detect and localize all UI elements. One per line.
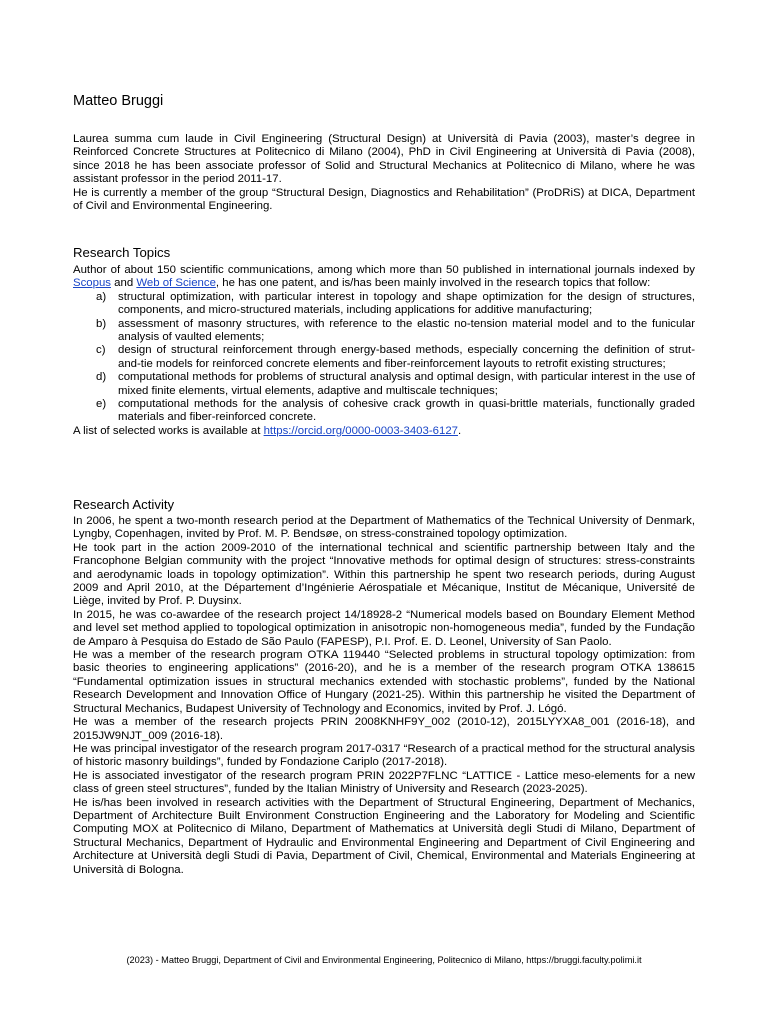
list-item-text: computational methods for the analysis of cohesive crack growth in quasi-brittle materials, functionally graded materials and fiber-reinforced concrete. bbox=[118, 398, 695, 424]
research-topics-list bbox=[73, 291, 695, 425]
activity-paragraph: He is associated investigator of the research program PRIN 2022P7FLNC “LATTICE - Lattice meso-elements for a new class of green steel structures”, funded by the Italian Ministry of University and Research (2023-2025). bbox=[73, 769, 695, 796]
scopus-link[interactable]: Scopus bbox=[73, 277, 111, 290]
bio-paragraph-1: Laurea summa cum laude in Civil Engineering (Structural Design) at Università di Pavia (2003), master’s degree in Reinforced Concrete Structures at Politecnico di Milano (2004), PhD in Civil Engineering at Università di Pavia (2008), since 2018 he has been associate professor of Solid and Structural Mechanics at Politecnico di Milano, where he was assistant professor in the period 2011-17. bbox=[73, 133, 695, 186]
list-item bbox=[73, 291, 695, 318]
bio-section bbox=[73, 133, 695, 213]
selected-works-line bbox=[73, 425, 695, 438]
works-text-b: . bbox=[458, 424, 462, 437]
intro-text-a: Author of about 150 scientific communications, among which more than 50 published in international journals indexed by bbox=[73, 264, 695, 276]
research-activity-heading: Research Activity bbox=[73, 497, 175, 512]
activity-paragraph: In 2015, he was co-awardee of the research project 14/18928-2 “Numerical models based on Boundary Element Method and level set method applied to topological optimization in anisotropic non-homogeneous media”, funded by the Fundação de Amparo à Pesquisa do Estado de São Paulo (FAPESP), P.I. Prof. E. D. Leonel, University of San Paolo. bbox=[73, 608, 695, 648]
list-item-text: structural optimization, with particular interest in topology and shape optimization for the design of structures, components, and micro-structured materials, including applications for additive manufacturing; bbox=[118, 290, 695, 317]
research-topics-section bbox=[73, 245, 695, 438]
research-topics-intro bbox=[73, 264, 695, 291]
list-marker: b) bbox=[96, 317, 107, 330]
list-marker: a) bbox=[96, 290, 107, 303]
bio-paragraph-2: He is currently a member of the group “Structural Design, Diagnostics and Rehabilitation” (ProDRiS) at DICA, Department of Civil and Environmental Engineering. bbox=[73, 186, 695, 213]
list-item-text: design of structural reinforcement through energy-based methods, especially concerning the definition of strut-and-tie models for reinforced concrete elements and fiber-reinforcement layouts to retrofit existing structures; bbox=[118, 344, 695, 370]
research-topics-heading: Research Topics bbox=[73, 245, 171, 260]
activity-paragraph: He is/has been involved in research activities with the Department of Structural Engineering, Department of Mechanics, Department of Architecture Built Environment Construction Engineering and the Laboratory for Modeling and Scientific Computing MOX at Politecnico di Milano, Department of Mathematics at Università degli Studi di Milano, Department of Structural Mechanics, Department of Hydraulic and Environmental Engineering and Department of Civil Engineering and Architecture at Università degli Studi di Pavia, Department of Civil, Chemical, Environmental and Materials Engineering at Università di Bologna. bbox=[73, 796, 695, 876]
list-item-text: computational methods for problems of structural analysis and optimal design, with particular interest in the use of mixed finite elements, virtual elements, adaptive and multiscale techniques; bbox=[118, 371, 695, 397]
list-item bbox=[73, 398, 695, 425]
intro-text-and: and bbox=[111, 277, 137, 290]
works-text-a: A list of selected works is available at bbox=[73, 424, 264, 437]
activity-paragraph: He was a member of the research projects PRIN 2008KNHF9Y_002 (2010-12), 2015LYYXA8_001 (2016-18), and 2015JW9NJT_009 (2016-18). bbox=[73, 716, 695, 742]
research-activity-section bbox=[73, 497, 695, 877]
orcid-link[interactable]: https://orcid.org/0000-0003-3403-6127 bbox=[263, 424, 458, 437]
list-item bbox=[73, 371, 695, 398]
page-title: Matteo Bruggi bbox=[73, 93, 164, 109]
activity-paragraph: He was a member of the research program OTKA 119440 “Selected problems in structural topology optimization: from basic theories to engineering applications” (2016-20), and he is a member of the research program OTKA 138615 “Fundamental optimization issues in structural mechanics extended with stochastic problems”, funded by the National Research Development and Innovation Office of Hungary (2021-25). Within this partnership he visited the Department of Structural Mechanics, Budapest University of Technology and Economics, invited by Prof. J. Lógó. bbox=[73, 649, 695, 715]
activity-paragraph: He took part in the action 2009-2010 of the international technical and scientific partnership between Italy and the Francophone Belgian community with the project “Innovative methods for optimal design of structures: stress-constraints and aerodynamic loads in topology optimization”. Within this partnership he spent two research periods, during August 2009 and April 2010, at the Département d’Ingénierie Aérospatiale et Mécanique, Institut de Mécanique, Université de Liège, invited by Prof. P. Duysinx. bbox=[73, 541, 695, 608]
intro-text-b: , he has one patent, and is/has been mainly involved in the research topics that follow: bbox=[215, 277, 651, 290]
web-of-science-link[interactable]: Web of Science bbox=[136, 277, 216, 290]
list-marker: e) bbox=[96, 398, 107, 411]
activity-paragraph: In 2006, he spent a two-month research period at the Department of Mathematics of the Technical University of Denmark, Lyngby, Copenhagen, invited by Prof. M. P. Bendsøe, on stress-constrained topology optimization. bbox=[73, 515, 695, 541]
list-marker: c) bbox=[96, 344, 106, 357]
activity-paragraph: He was principal investigator of the research program 2017-0317 “Research of a practical method for the structural analysis of historic masonry buildings”, funded by Fondazione Cariplo (2017-2018). bbox=[73, 742, 695, 769]
list-item bbox=[73, 344, 695, 371]
page-footer: (2023) - Matteo Bruggi, Department of Civil and Environmental Engineering, Politecnico di Milano, https://bruggi.faculty.polimi.it bbox=[126, 955, 642, 965]
list-item-text: assessment of masonry structures, with reference to the elastic no-tension material model and to the funicular analysis of vaulted elements; bbox=[118, 317, 695, 344]
list-marker: d) bbox=[96, 371, 107, 384]
list-item bbox=[73, 318, 695, 345]
